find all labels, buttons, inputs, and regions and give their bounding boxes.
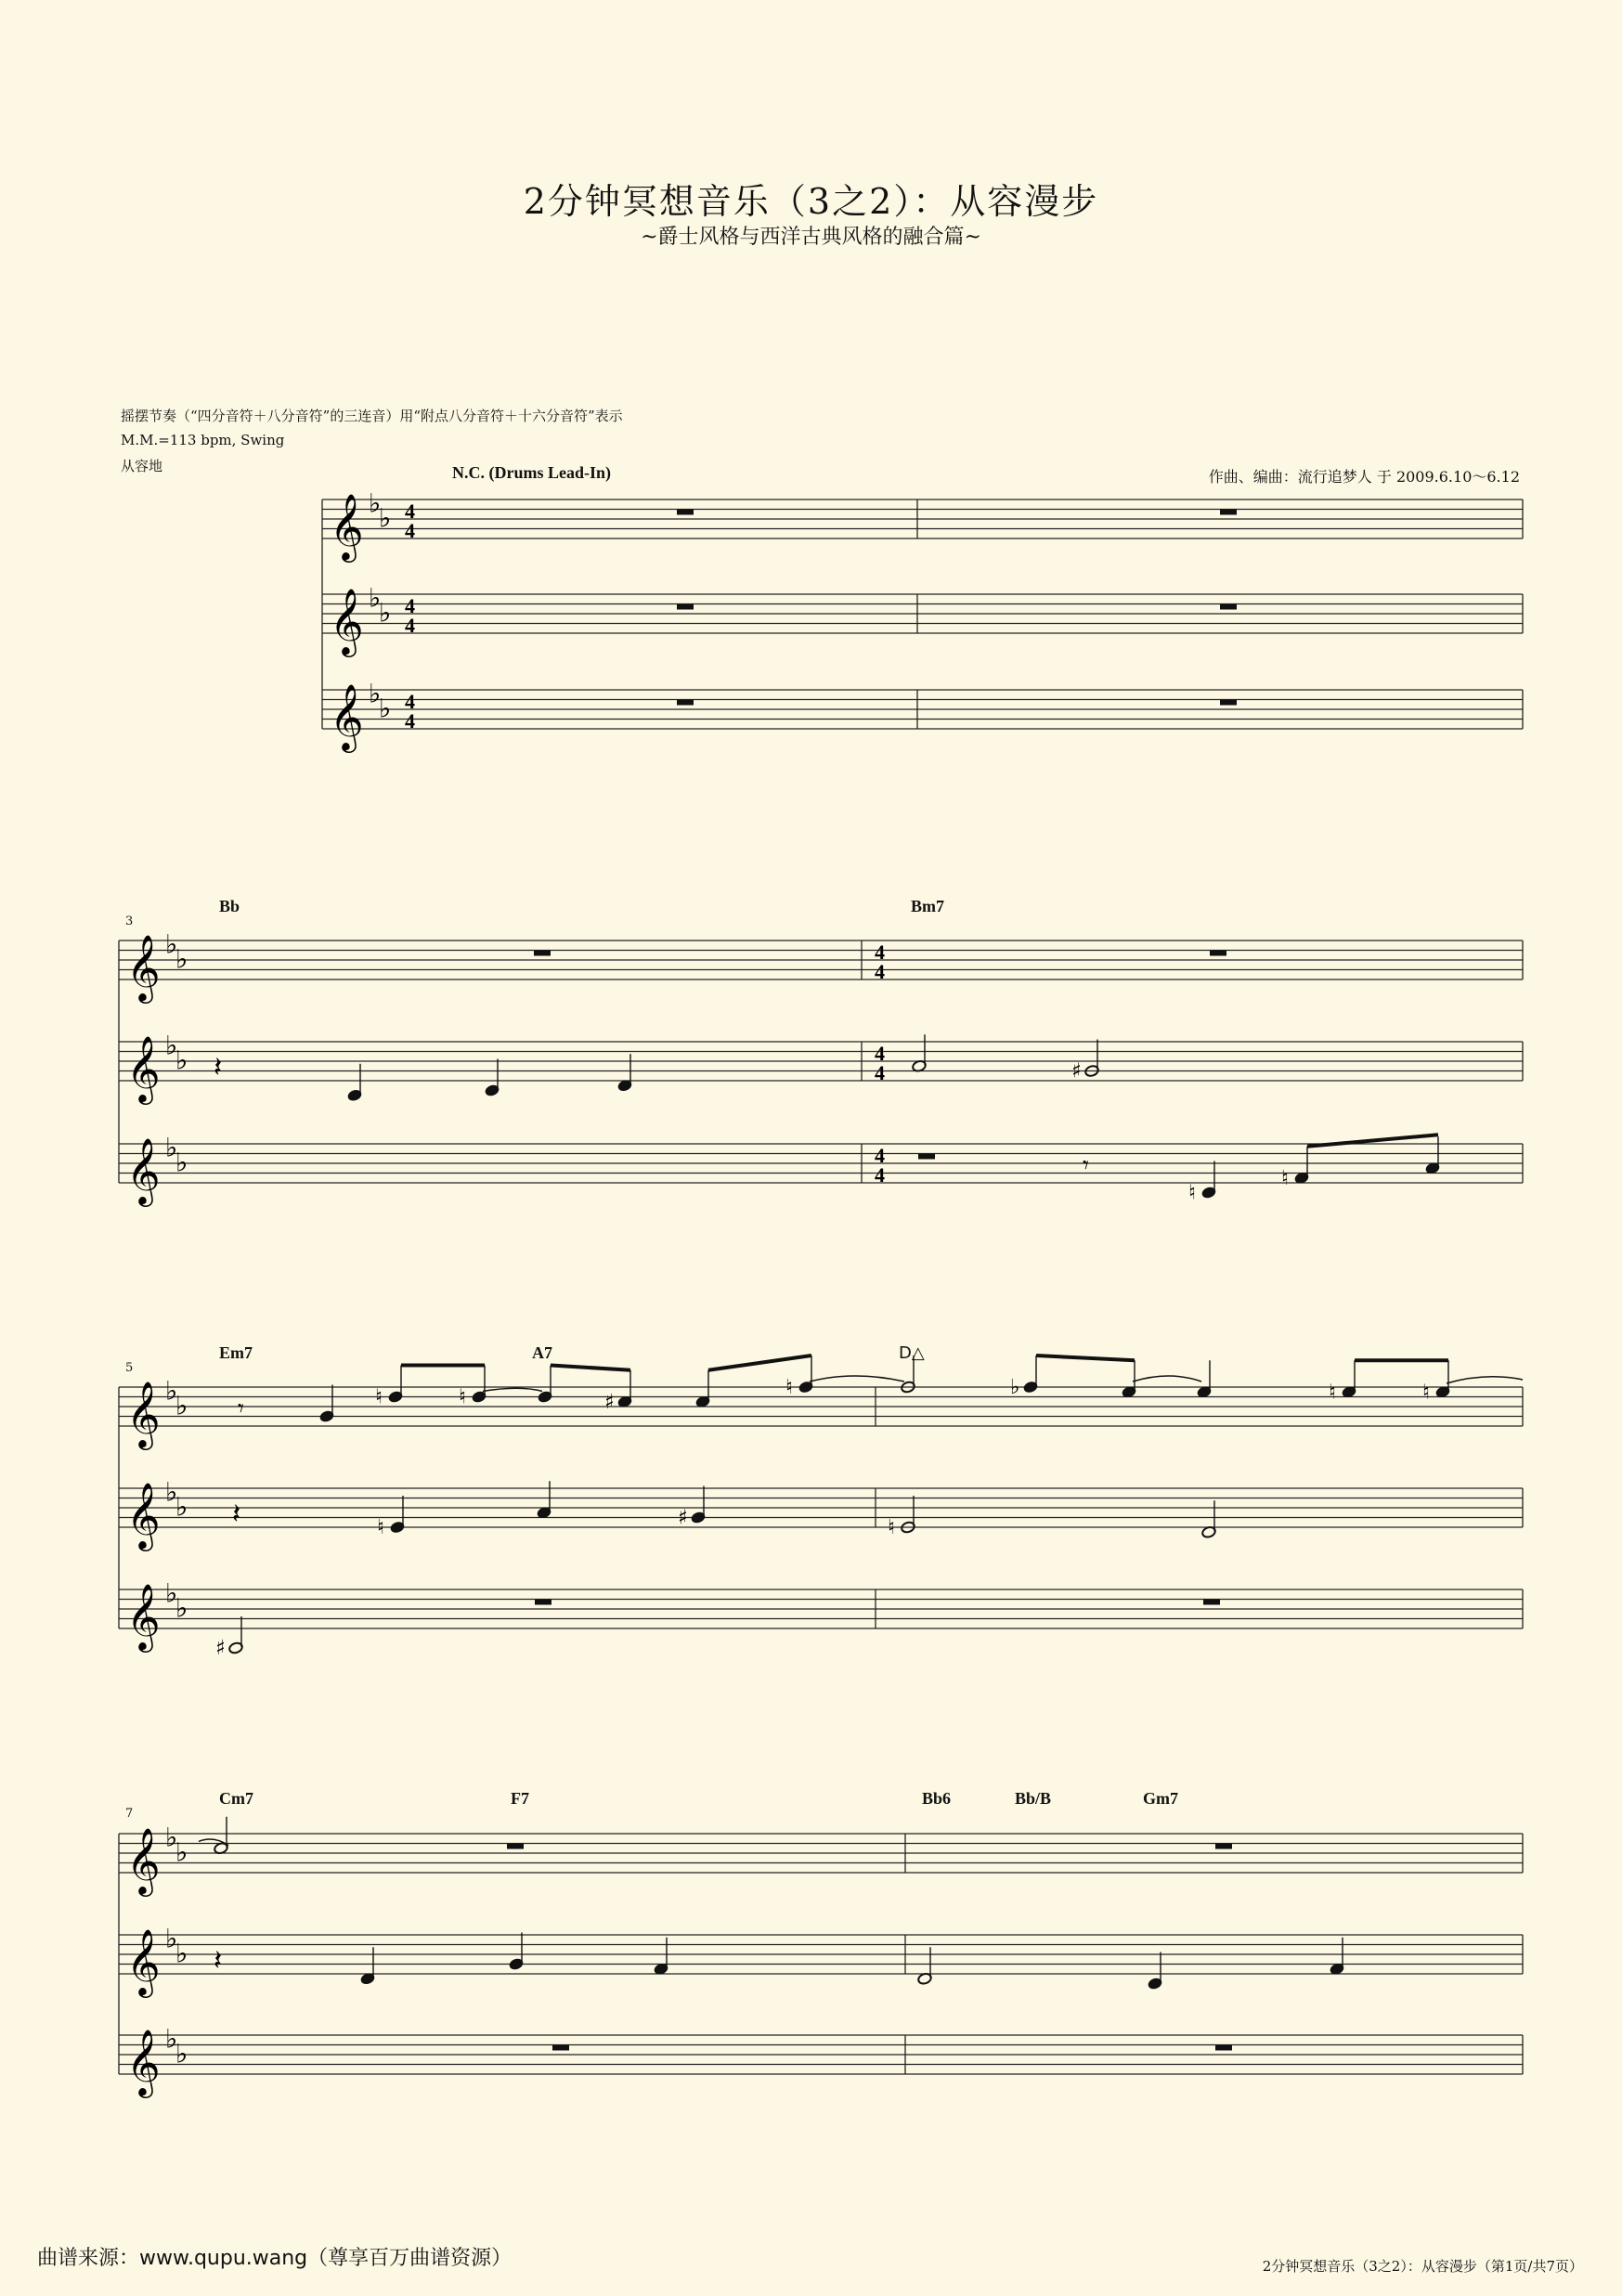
time-signature-bottom: 4 <box>405 614 415 637</box>
quarter-rest: 𝄽 <box>232 1498 241 1531</box>
flat-sign: ♭ <box>175 1836 188 1868</box>
accidental: ♮ <box>1329 1381 1336 1405</box>
composer-credit: 作曲、编曲：流行追梦人 于 2009.6.10～6.12 <box>1208 468 1520 486</box>
whole-rest <box>1220 700 1237 706</box>
accidental: ♯ <box>1071 1059 1082 1083</box>
accidental: ♯ <box>604 1390 615 1414</box>
flat-sign: ♭ <box>165 1030 178 1061</box>
quarter-rest: 𝄽 <box>214 1944 223 1978</box>
whole-rest <box>677 700 694 706</box>
measure-number: 7 <box>125 1807 134 1821</box>
chord-symbol: D△ <box>899 1343 925 1363</box>
note-beam <box>551 1366 630 1370</box>
chord-symbol: Cm7 <box>219 1789 253 1808</box>
accidental: ♮ <box>1188 1181 1196 1205</box>
time-signature-top: 4 <box>405 499 415 523</box>
tie <box>1447 1377 1523 1383</box>
accidental: ♯ <box>215 1637 226 1660</box>
time-signature-top: 4 <box>875 1144 885 1167</box>
flat-sign: ♭ <box>165 1577 178 1609</box>
whole-rest <box>1203 1600 1220 1605</box>
measure-number: 5 <box>125 1361 134 1375</box>
flat-sign: ♭ <box>175 1390 188 1421</box>
eighth-rest: 𝄾 <box>238 1394 244 1423</box>
flat-sign: ♭ <box>175 2038 188 2069</box>
note-beam <box>708 1356 811 1370</box>
whole-rest <box>1220 510 1237 515</box>
treble-clef: 𝄞 <box>126 1380 161 1447</box>
eighth-rest: 𝄾 <box>1083 1151 1089 1180</box>
treble-clef: 𝄞 <box>126 1927 161 1995</box>
time-signature-top: 4 <box>405 594 415 617</box>
flat-sign: ♭ <box>175 1147 188 1178</box>
whole-rest <box>534 951 551 956</box>
flat-sign: ♭ <box>175 1938 188 1969</box>
source-credit: 曲谱来源：www.qupu.wang（尊享百万曲谱资源） <box>37 2247 513 2270</box>
flat-sign: ♭ <box>175 1592 188 1624</box>
flat-sign: ♭ <box>379 597 392 629</box>
treble-clef: 𝄞 <box>126 1582 161 1650</box>
chord-symbol: Bm7 <box>911 897 944 915</box>
chord-symbol: A7 <box>532 1343 552 1362</box>
time-signature-top: 4 <box>875 940 885 964</box>
accidental: ♮ <box>375 1385 383 1409</box>
accidental: ♭ <box>1010 1376 1020 1399</box>
time-signature-top: 4 <box>405 690 415 713</box>
accidental: ♮ <box>1281 1166 1289 1190</box>
treble-clef: 𝄞 <box>126 933 161 1001</box>
whole-rest <box>507 1844 524 1849</box>
flat-sign: ♭ <box>369 678 382 709</box>
accidental: ♯ <box>678 1506 688 1530</box>
accidental: ♮ <box>377 1516 384 1539</box>
time-signature-bottom: 4 <box>405 519 415 542</box>
tie <box>810 1376 904 1381</box>
performance-note: 摇摆节奏（“四分音符＋八分音符”的三连音）用“附点八分音符＋十六分音符”表示 <box>121 408 623 424</box>
treble-clef: 𝄞 <box>126 1034 161 1102</box>
measure-number: 3 <box>125 915 134 928</box>
whole-rest <box>677 510 694 515</box>
page-footer: 2分钟冥想音乐（3之2）：从容漫步（第1页/共7页） <box>1262 2258 1583 2275</box>
flat-sign: ♭ <box>165 1822 178 1853</box>
time-signature-top: 4 <box>875 1042 885 1065</box>
accidental: ♮ <box>459 1385 466 1409</box>
treble-clef: 𝄞 <box>126 1136 161 1204</box>
note-beam <box>1307 1135 1438 1147</box>
whole-rest <box>1215 1844 1232 1849</box>
flat-sign: ♭ <box>165 2023 178 2055</box>
flat-sign: ♭ <box>175 1044 188 1076</box>
whole-rest <box>552 2045 569 2051</box>
chord-symbol: Bb <box>219 897 240 915</box>
chord-symbol: F7 <box>511 1789 529 1808</box>
whole-rest <box>918 1154 935 1160</box>
treble-clef: 𝄞 <box>126 1481 161 1549</box>
flat-sign: ♭ <box>379 502 392 534</box>
chord-symbol: Em7 <box>219 1343 253 1362</box>
chord-symbol: Bb/B <box>1015 1789 1052 1808</box>
flat-sign: ♭ <box>369 582 382 614</box>
chord-symbol: Bb6 <box>922 1789 952 1808</box>
tie <box>1133 1376 1201 1381</box>
treble-clef: 𝄞 <box>330 492 364 560</box>
whole-rest <box>677 604 694 610</box>
tempo-marking: M.M.=113 bpm, Swing <box>121 432 285 448</box>
note-beam <box>1036 1356 1135 1360</box>
whole-rest <box>1210 951 1226 956</box>
time-signature-bottom: 4 <box>875 1163 885 1187</box>
time-signature-bottom: 4 <box>875 1061 885 1084</box>
expression-marking: 从容地 <box>121 458 163 474</box>
tie <box>483 1388 542 1391</box>
flat-sign: ♭ <box>165 1923 178 1954</box>
flat-sign: ♭ <box>379 693 392 724</box>
score-title: 2分钟冥想音乐（3之2）：从容漫步 <box>523 181 1099 222</box>
whole-rest <box>535 1600 551 1605</box>
flat-sign: ♭ <box>165 1132 178 1163</box>
time-signature-bottom: 4 <box>875 960 885 983</box>
flat-sign: ♭ <box>369 487 382 519</box>
accidental: ♮ <box>888 1516 895 1539</box>
accidental: ♮ <box>785 1376 793 1399</box>
treble-clef: 𝄞 <box>330 682 364 750</box>
chord-symbol: Gm7 <box>1143 1789 1178 1808</box>
time-signature-bottom: 4 <box>405 709 415 733</box>
whole-rest <box>1215 2045 1232 2051</box>
score-subtitle: ~爵士风格与西洋古典风格的融合篇~ <box>641 226 981 249</box>
quarter-rest: 𝄽 <box>214 1051 223 1084</box>
flat-sign: ♭ <box>175 943 188 975</box>
treble-clef: 𝄞 <box>126 1826 161 1894</box>
flat-sign: ♭ <box>165 928 178 960</box>
chord-symbol: N.C. (Drums Lead-In) <box>452 463 611 482</box>
treble-clef: 𝄞 <box>330 587 364 655</box>
accidental: ♮ <box>1422 1381 1430 1405</box>
whole-rest <box>1220 604 1237 610</box>
treble-clef: 𝄞 <box>126 2028 161 2095</box>
flat-sign: ♭ <box>165 1476 178 1508</box>
flat-sign: ♭ <box>165 1375 178 1407</box>
flat-sign: ♭ <box>175 1491 188 1523</box>
